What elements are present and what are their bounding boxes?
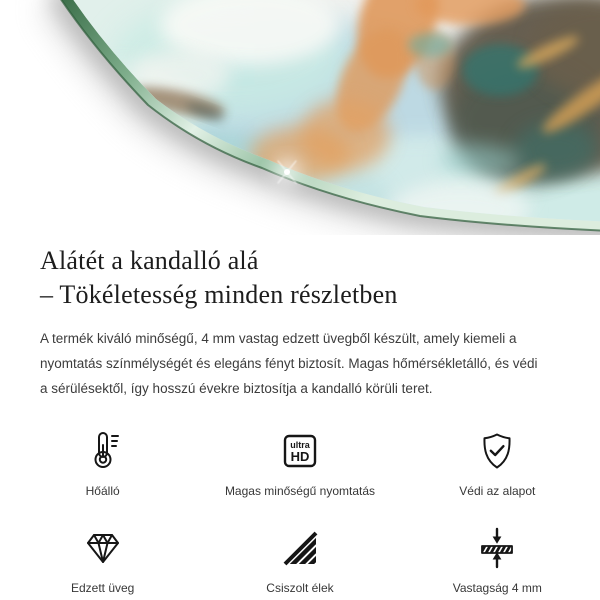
feature-label: Vastagság 4 mm xyxy=(452,581,542,595)
feature-label: Edzett üveg xyxy=(70,581,135,595)
thermometer-icon xyxy=(80,428,126,474)
product-description: A termék kiváló minőségű, 4 mm vastag edzett üvegből készült, amely kiemeli a nyomtatás színmélységét és elegáns fényt biztosít. Magas hőmérsékletálló, és védi a sérülésektől, így hosszú évekre biztosítja a kandalló körüli teret. xyxy=(40,331,538,396)
feature-label: Csiszolt élek xyxy=(266,581,334,595)
feature-base-protection xyxy=(407,428,587,498)
glass-disc-illustration xyxy=(0,0,600,235)
product-hero-image xyxy=(0,0,600,235)
thickness-icon xyxy=(474,525,520,571)
title-line-2: – Tökéletesség minden részletben xyxy=(40,280,398,309)
feature-label: Védi az alapot xyxy=(459,484,536,498)
feature-thickness xyxy=(407,525,587,595)
ultra-hd-icon xyxy=(277,428,323,474)
ultra-hd-icon-text-bottom: HD xyxy=(290,449,310,464)
feature-tempered-glass xyxy=(13,525,193,595)
title-line-1: Alátét a kandalló alá xyxy=(40,246,259,275)
ultra-hd-icon-text-top: ultra xyxy=(290,440,310,450)
page-title xyxy=(40,244,560,312)
feature-heat-resistant xyxy=(13,428,193,498)
features-grid xyxy=(4,428,596,595)
diamond-icon xyxy=(80,525,126,571)
feature-polished-edges xyxy=(210,525,390,595)
polished-edges-icon xyxy=(277,525,323,571)
feature-print-quality xyxy=(210,428,390,498)
feature-label: Hőálló xyxy=(85,484,120,498)
shield-check-icon xyxy=(474,428,520,474)
feature-label: Magas minőségű nyomtatás xyxy=(224,484,376,498)
